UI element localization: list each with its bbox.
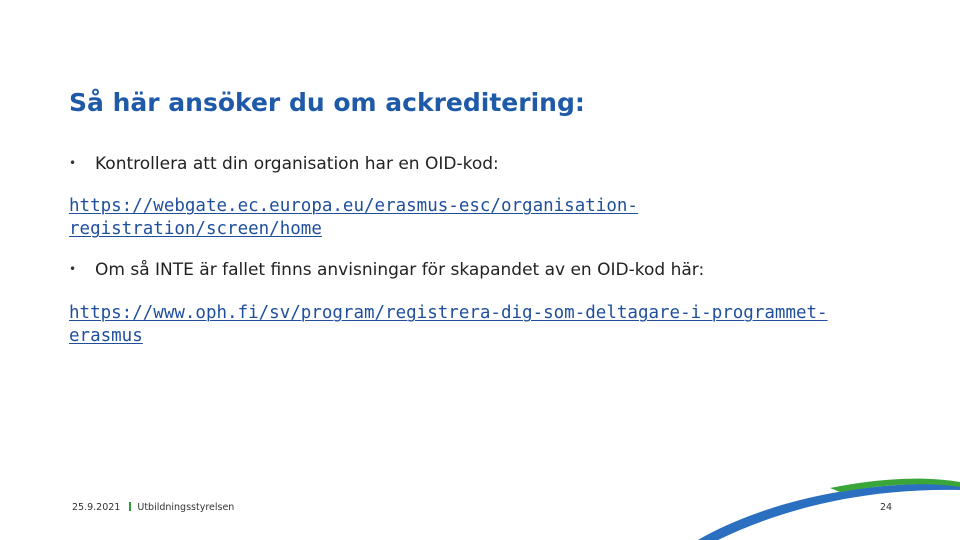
- link-line[interactable]: registration/screen/home: [69, 219, 322, 239]
- slide-footer: [72, 502, 234, 513]
- swoosh-blue-stroke: [698, 484, 960, 540]
- bullet-dot-icon: •: [69, 262, 77, 276]
- bullet-text: Kontrollera att din organisation har en OID-kod:: [95, 154, 499, 174]
- slide-title: Så här ansöker du om ackreditering:: [69, 88, 585, 117]
- bullet-dot-icon: •: [69, 156, 77, 170]
- bullet-text: Om så INTE är fallet finns anvisningar för skapandet av en OID-kod här:: [95, 260, 705, 280]
- page-number: 24: [880, 502, 893, 513]
- footer-separator: [129, 502, 131, 511]
- organisation-registration-link[interactable]: [69, 195, 889, 241]
- swoosh-logo-icon: [690, 470, 960, 540]
- bullet-item-create-oid: [69, 258, 704, 281]
- link-line[interactable]: https://webgate.ec.europa.eu/erasmus-esc/organisation-: [69, 196, 638, 216]
- footer-organization: Utbildningsstyrelsen: [137, 502, 235, 513]
- bullet-item-check-oid: [69, 152, 499, 175]
- oph-erasmus-registration-link[interactable]: [69, 302, 889, 348]
- link-line[interactable]: erasmus: [69, 326, 143, 346]
- footer-date: 25.9.2021: [72, 502, 121, 513]
- link-line[interactable]: https://www.oph.fi/sv/program/registrera-dig-som-deltagare-i-programmet-: [69, 303, 828, 323]
